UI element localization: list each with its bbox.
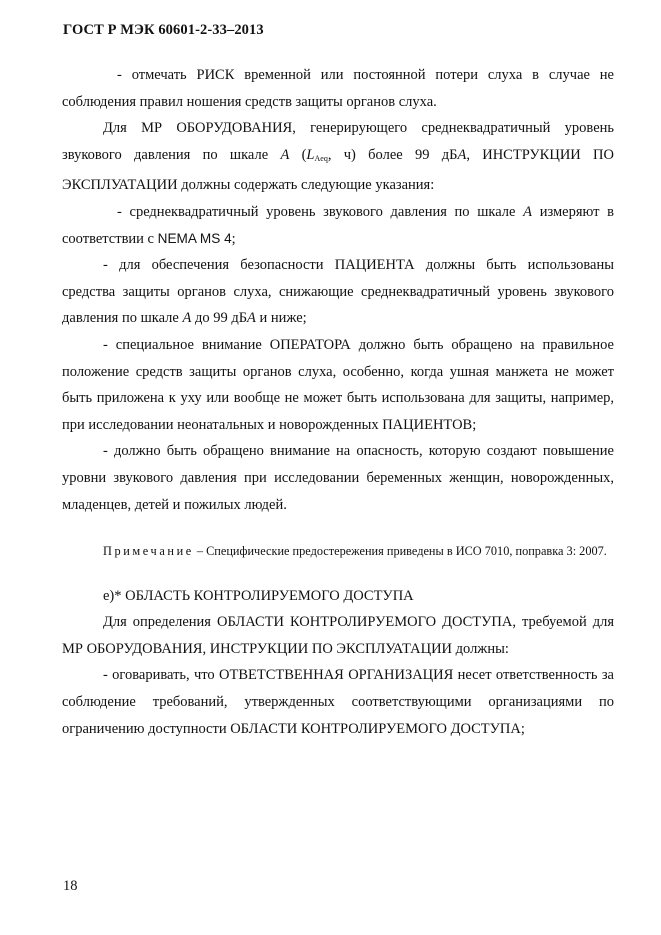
text-fragment: и ниже; [259, 310, 307, 327]
paragraph-hearing-loss-risk: - отмечать РИСК временной или постоянной потери слуха в случае не соблюдения правил ношения средств защиты органов слуха. [62, 67, 614, 110]
paragraph-operator-attention: - специальное внимание ОПЕРАТОРА должно быть обращено на правильное положение средств защиты органов слуха, особенно, когда ушная манжета не может быть приложена к уху или вообще не может быть использована для защиты, например, при исследовании неонатальных и новорожденных ПАЦИЕНТОВ; [62, 336, 614, 433]
document-header: ГОСТ Р МЭК 60601-2-33–2013 [63, 22, 264, 38]
note-label: Примечание [103, 544, 194, 559]
section-title: e)* ОБЛАСТЬ КОНТРОЛИРУЕМОГО ДОСТУПА [103, 587, 414, 604]
paragraph-patient-safety [62, 252, 614, 332]
text-fragment: измеряют в соответствии с [62, 203, 615, 247]
scale-symbol: A [280, 146, 290, 163]
page-number: 18 [63, 878, 78, 894]
text-fragment: , ч) более 99 дБ [327, 146, 458, 163]
text-fragment: до 99 дБ [194, 310, 248, 327]
paragraph-controlled-access: Для определения ОБЛАСТИ КОНТРОЛИРУЕМОГО ДОСТУПА, требуемой для МР ОБОРУДОВАНИЯ, ИНСТРУКЦИИ ПО ЭКСПЛУАТАЦИИ должны: [62, 614, 614, 657]
level-symbol: L [306, 146, 315, 163]
paragraph-responsible-organization: - оговаривать, что ОТВЕТСТВЕННАЯ ОРГАНИЗАЦИЯ несет ответственность за соблюдение требований, утвержденных соответствующими организациями по ограничению доступности ОБЛАСТИ КОНТРОЛИРУЕМОГО ДОСТУПА; [62, 667, 614, 737]
paragraph-instructions-intro: Для МР ОБОРУДОВАНИЯ, генерирующего среднеквадратичный уровень звукового давления по шкале A ($L_{Aeq}$, ч) более 99 дБA, ИНСТРУКЦИИ ПО ЭКСПЛУАТАЦИИ должны содержать следующие указания: [62, 120, 614, 194]
text-fragment: , ИНСТРУКЦИИ ПО ЭКСПЛУАТАЦИИ должны содержать следующие указания: [62, 146, 614, 194]
paragraph-hazard-attention: - должно быть обращено внимание на опасность, которую создают повышение уровни звукового давления при исследовании беременных женщин, новорожденных, младенцев, детей и пожилых людей. [62, 443, 614, 513]
scale-symbol: A [182, 310, 192, 327]
text-fragment: - для обеспечения безопасности ПАЦИЕНТА должны быть использованы средства защиты органов слуха, снижающие среднеквадратичный уровень звукового давления по шкале [62, 257, 614, 327]
document-body [62, 62, 614, 742]
unit-symbol: A [457, 146, 467, 163]
paragraph-measurement-standard [62, 199, 614, 252]
scale-symbol: A [523, 203, 533, 220]
text-fragment: ; [231, 230, 236, 247]
note-text: – Специфические предостережения приведены в ИСО 7010, поправка 3: 2007. [193, 544, 607, 559]
standard-reference: NEMA MS 4 [157, 230, 232, 246]
text-fragment: - среднеквадратичный уровень звукового давления по шкале [117, 203, 516, 220]
level-subscript: Aeq [314, 153, 328, 163]
text-fragment: Для МР ОБОРУДОВАНИЯ, генерирующего среднеквадратичный уровень звукового давления по шкале [62, 120, 614, 163]
unit-symbol: A [247, 310, 256, 327]
note [62, 538, 614, 565]
